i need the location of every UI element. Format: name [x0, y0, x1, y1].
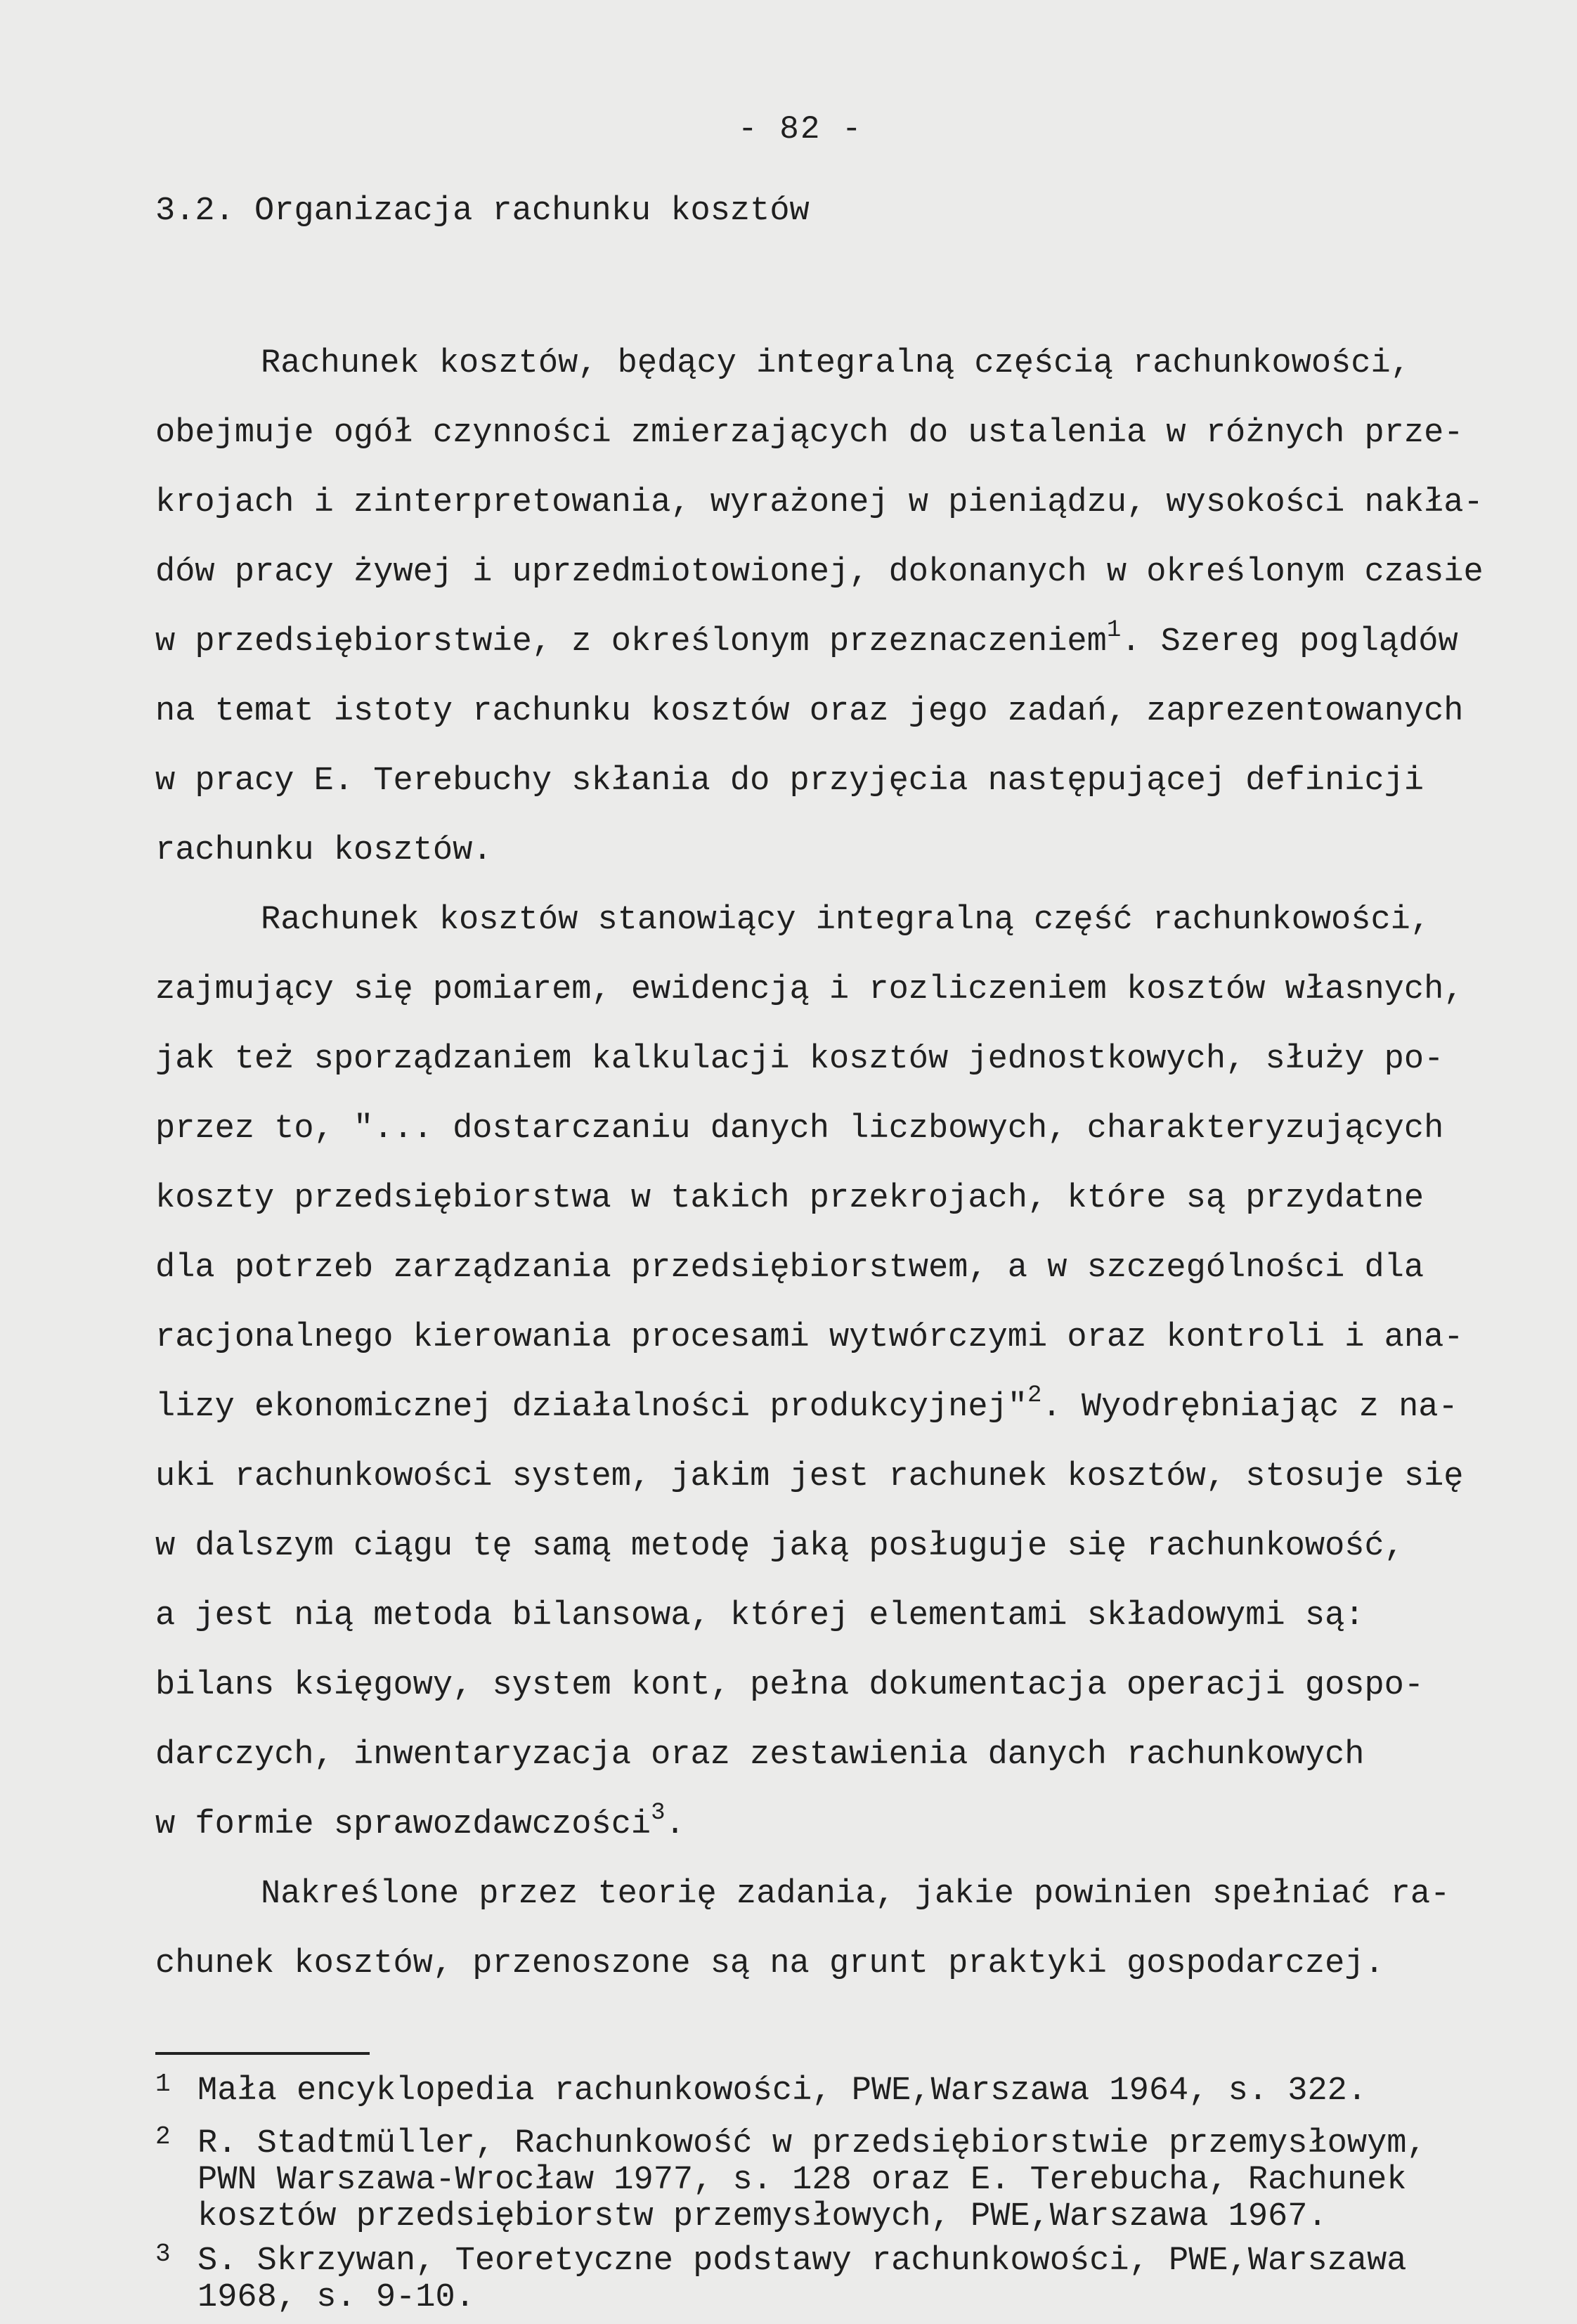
text-line	[155, 1512, 1568, 1581]
footnote-line: R. Stadtmüller, Rachunkowość w przedsiębiorstwie przemysłowym,	[197, 2125, 1427, 2162]
text-line	[155, 1233, 1568, 1303]
text-line	[155, 1442, 1568, 1512]
body-text	[155, 329, 1568, 1999]
text-line	[155, 1790, 1568, 1859]
footnote-1	[155, 2070, 1568, 2110]
text-line	[155, 1859, 1568, 1929]
line-text: dla potrzeb zarządzania przedsiębiorstwem, a w szczególności dla	[155, 1249, 1425, 1287]
text-line	[155, 746, 1568, 816]
line-text: chunek kosztów, przenoszone są na grunt praktyki gospodarczej.	[155, 1945, 1384, 1982]
line-text: darczych, inwentaryzacja oraz zestawienia danych rachunkowych	[155, 1736, 1365, 1774]
text-line	[155, 677, 1568, 746]
line-text: dów pracy żywej i uprzedmiotowionej, dokonanych w określonym czasie	[155, 554, 1484, 591]
footnote-mark: 2	[155, 2122, 171, 2151]
line-text: jak też sporządzaniem kalkulacji kosztów jednostkowych, służy po-	[155, 1041, 1444, 1078]
footnote-line: PWN Warszawa-Wrocław 1977, s. 128 oraz E. Terebucha, Rachunek	[197, 2162, 1407, 2199]
text-line	[155, 1372, 1568, 1442]
line-text: krojach i zinterpretowania, wyrażonej w pieniądzu, wysokości nakła-	[155, 484, 1484, 521]
line-text: w dalszym ciągu tę samą metodę jaką posługuje się rachunkowość,	[155, 1528, 1404, 1565]
line-text: obejmuje ogół czynności zmierzających do ustalenia w różnych prze-	[155, 415, 1464, 452]
text-line	[155, 885, 1568, 955]
text-line	[155, 1720, 1568, 1790]
footnote-line: S. Skrzywan, Teoretyczne podstawy rachunkowości, PWE,Warszawa	[197, 2242, 1407, 2280]
text-line	[155, 1651, 1568, 1720]
line-text-continued: .	[665, 1806, 685, 1843]
footnote-2	[155, 2122, 1568, 2235]
footnote-mark: 3	[155, 2240, 171, 2268]
line-text: Nakreślone przez teorię zadania, jakie powinien spełniać ra-	[261, 1876, 1451, 1913]
section-title: 3.2. Organizacja rachunku kosztów	[155, 193, 810, 230]
line-text: lizy ekonomicznej działalności produkcyjnej"	[155, 1389, 1028, 1426]
line-text: w przedsiębiorstwie, z określonym przeznaczeniem	[155, 623, 1107, 661]
text-line	[155, 607, 1568, 677]
footnote-line: 1968, s. 9-10.	[197, 2279, 475, 2316]
text-line	[155, 1025, 1568, 1094]
text-line	[155, 398, 1568, 468]
text-line	[155, 468, 1568, 538]
line-text: Rachunek kosztów, będący integralną częścią rachunkowości,	[261, 345, 1410, 382]
footnote-reference: 1	[1106, 617, 1122, 644]
text-line	[155, 538, 1568, 607]
line-text: uki rachunkowości system, jakim jest rachunek kosztów, stosuje się	[155, 1458, 1464, 1495]
footnote-3	[155, 2240, 1568, 2316]
text-line	[155, 1094, 1568, 1164]
line-text: w formie sprawozdawczości	[155, 1806, 651, 1843]
line-text: rachunku kosztów.	[155, 832, 493, 869]
line-text: a jest nią metoda bilansowa, której elementami składowymi są:	[155, 1597, 1365, 1635]
line-text-continued: . Wyodrębniając z na-	[1041, 1389, 1458, 1426]
text-line	[155, 816, 1568, 885]
line-text: racjonalnego kierowania procesami wytwórczymi oraz kontroli i ana-	[155, 1319, 1464, 1356]
footnote-line: kosztów przedsiębiorstw przemysłowych, PWE,Warszawa 1967.	[197, 2198, 1328, 2235]
line-text: zajmujący się pomiarem, ewidencją i rozliczeniem kosztów własnych,	[155, 971, 1464, 1008]
line-text: Rachunek kosztów stanowiący integralną część rachunkowości,	[261, 902, 1431, 939]
line-text: na temat istoty rachunku kosztów oraz jego zadań, zaprezentowanych	[155, 693, 1464, 730]
page-number: - 82 -	[738, 111, 863, 148]
footnote-line: Mała encyklopedia rachunkowości, PWE,Warszawa 1964, s. 322.	[197, 2072, 1368, 2110]
line-text: bilans księgowy, system kont, pełna dokumentacja operacji gospo-	[155, 1667, 1425, 1704]
footnote-reference: 3	[651, 1800, 666, 1826]
line-text: w pracy E. Terebuchy skłania do przyjęcia następującej definicji	[155, 762, 1425, 800]
line-text-continued: . Szereg poglądów	[1121, 623, 1458, 661]
text-line	[155, 329, 1568, 398]
text-line	[155, 1164, 1568, 1233]
text-line	[155, 1929, 1568, 1999]
footnote-separator	[155, 2052, 370, 2055]
footnote-mark: 1	[155, 2070, 171, 2098]
text-line	[155, 1303, 1568, 1372]
footnote-reference: 2	[1027, 1382, 1042, 1409]
line-text: przez to, "... dostarczaniu danych liczbowych, charakteryzujących	[155, 1110, 1444, 1148]
text-line	[155, 1581, 1568, 1651]
text-line	[155, 955, 1568, 1025]
line-text: koszty przedsiębiorstwa w takich przekrojach, które są przydatne	[155, 1180, 1425, 1217]
